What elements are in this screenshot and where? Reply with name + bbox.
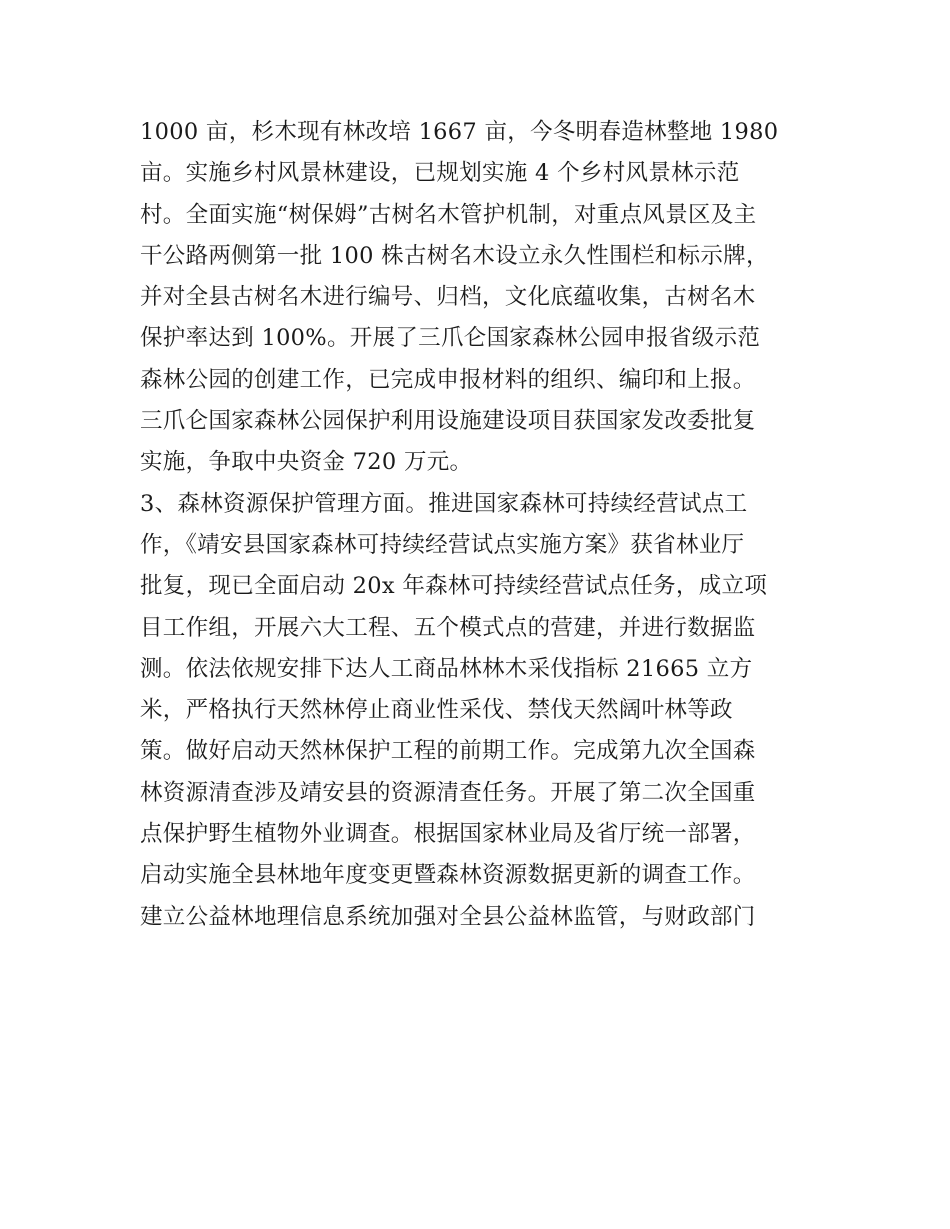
text-line: 测。依法依规安排下达人工商品林林木采伐指标 21665 立方 xyxy=(140,655,753,682)
section-heading-line: 3、森林资源保护管理方面。推进国家森林可持续经营试点工 xyxy=(140,490,748,517)
text-line: 保护率达到 100%。开展了三爪仑国家森林公园申报省级示范 xyxy=(140,325,761,352)
text-line: 米，严格执行天然林停止商业性采伐、禁伐天然阔叶林等政 xyxy=(140,697,733,724)
text-line: 策。做好启动天然林保护工程的前期工作。完成第九次全国森 xyxy=(140,738,756,765)
text-line: 亩。实施乡村风景林建设，已规划实施 4 个乡村风景林示范 xyxy=(140,160,740,187)
text-line: 森林公园的创建工作，已完成申报材料的组织、编印和上报。 xyxy=(140,366,756,393)
text-line: 并对全县古树名木进行编号、归档，文化底蕴收集，古树名木 xyxy=(140,284,756,311)
body-text xyxy=(140,112,820,938)
text-line: 1000 亩，杉木现有林改培 1667 亩，今冬明春造林整地 1980 xyxy=(140,119,779,145)
text-line: 干公路两侧第一批 100 株古树名木设立永久性围栏和标示牌， xyxy=(140,242,769,269)
text-line: 建立公益林地理信息系统加强对全县公益林监管，与财政部门 xyxy=(140,903,756,930)
text-line: 林资源清查涉及靖安县的资源清查任务。开展了第二次全国重 xyxy=(140,779,756,806)
text-line: 目工作组，开展六大工程、五个模式点的营建，并进行数据监 xyxy=(140,614,756,641)
text-line: 三爪仑国家森林公园保护利用设施建设项目获国家发改委批复 xyxy=(140,408,756,435)
text-line: 作，《靖安县国家森林可持续经营试点实施方案》获省林业厅 xyxy=(140,531,745,558)
text-line: 点保护野生植物外业调查。根据国家林业局及省厅统一部署， xyxy=(140,821,756,848)
text-line: 实施，争取中央资金 720 万元。 xyxy=(140,449,473,476)
text-line: 村。全面实施“树保姆”古树名木管护机制，对重点风景区及主 xyxy=(140,201,757,228)
text-line: 批复，现已全面启动 20x 年森林可持续经营试点任务，成立项 xyxy=(140,573,768,600)
text-line: 启动实施全县林地年度变更暨森林资源数据更新的调查工作。 xyxy=(140,862,756,889)
